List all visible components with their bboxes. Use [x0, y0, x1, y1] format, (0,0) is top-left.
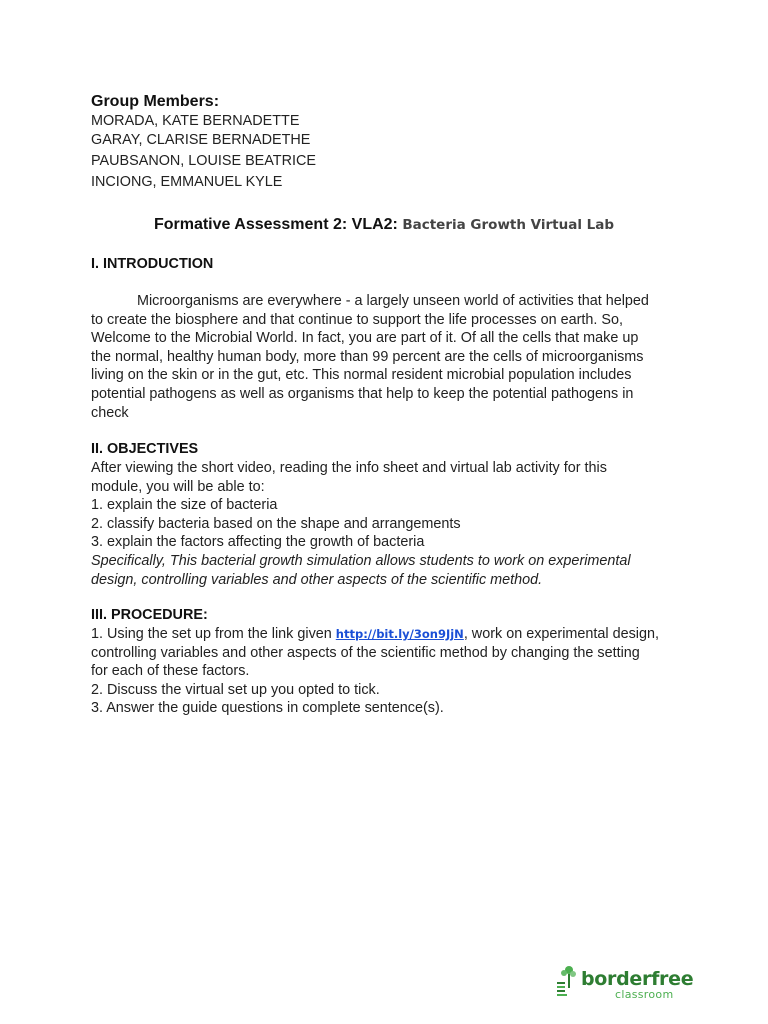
procedure-step: 2. Discuss the virtual set up you opted to tick.: [91, 681, 380, 698]
paragraph-line: living on the skin or in the gut, etc. This normal resident microbial population includes: [91, 367, 632, 384]
paragraph-line: After viewing the short video, reading the info sheet and virtual lab activity for this: [91, 460, 607, 476]
paragraph-line: Microorganisms are everywhere - a largely unseen world of activities that helped: [137, 293, 649, 309]
paragraph-line: potential pathogens as well as organisms that help to keep the potential pathogens in: [91, 385, 634, 402]
tree-logo-icon: [555, 964, 579, 1000]
paragraph-line: module, you will be able to:: [91, 478, 265, 495]
procedure-step: 3. Answer the guide questions in complete sentence(s).: [91, 700, 444, 717]
lab-link[interactable]: http://bit.ly/3on9JjN: [335, 627, 464, 641]
paragraph-line: Welcome to the Microbial World. In fact, you are part of it. Of all the cells that make up: [91, 330, 639, 347]
objectives-paragraph: [91, 459, 681, 589]
paragraph-line: the normal, healthy human body, more than 99 percent are the cells of microorganisms: [91, 348, 644, 365]
procedure-heading: III. PROCEDURE:: [91, 607, 208, 623]
title-subtitle: Bacteria Growth Virtual Lab: [402, 217, 615, 233]
member-name: INCIONG, EMMANUEL KYLE: [91, 174, 283, 190]
member-name: GARAY, CLARISE BERNADETHE: [91, 132, 311, 148]
member-name: PAUBSANON, LOUISE BEATRICE: [91, 153, 316, 169]
objective-note-line: design, controlling variables and other aspects of the scientific method.: [91, 571, 543, 588]
borderfree-logo: [555, 964, 694, 1004]
objective-item: 3. explain the factors affecting the growth of bacteria: [91, 534, 425, 551]
introduction-paragraph: [91, 292, 681, 422]
title-main: Formative Assessment 2: VLA2:: [153, 216, 403, 233]
objectives-heading: II. OBJECTIVES: [91, 441, 199, 457]
step-1-text: 1. Using the set up from the link given: [91, 626, 336, 642]
step-1-text-cont: , work on experimental design,: [463, 626, 659, 642]
objective-item: 2. classify bacteria based on the shape and arrangements: [91, 515, 461, 532]
objective-note-line: Specifically, This bacterial growth simulation allows students to work on experimental: [91, 552, 631, 569]
logo-tagline: classroom: [615, 988, 674, 1001]
logo-wordmark: borderfree: [581, 968, 694, 990]
document-title: [0, 216, 768, 234]
objective-item: 1. explain the size of bacteria: [91, 497, 278, 514]
procedure-step-1: [91, 625, 681, 644]
introduction-heading: I. INTRODUCTION: [91, 256, 214, 272]
paragraph-line: to create the biosphere and that continue to support the life processes on earth. So,: [91, 311, 623, 328]
member-name: MORADA, KATE BERNADETTE: [91, 113, 300, 129]
paragraph-line: for each of these factors.: [91, 663, 250, 680]
paragraph-line: controlling variables and other aspects of the scientific method by changing the setting: [91, 644, 640, 661]
group-members-heading: Group Members:: [91, 93, 220, 110]
procedure-paragraph: [91, 625, 681, 718]
paragraph-line: check: [91, 404, 129, 421]
